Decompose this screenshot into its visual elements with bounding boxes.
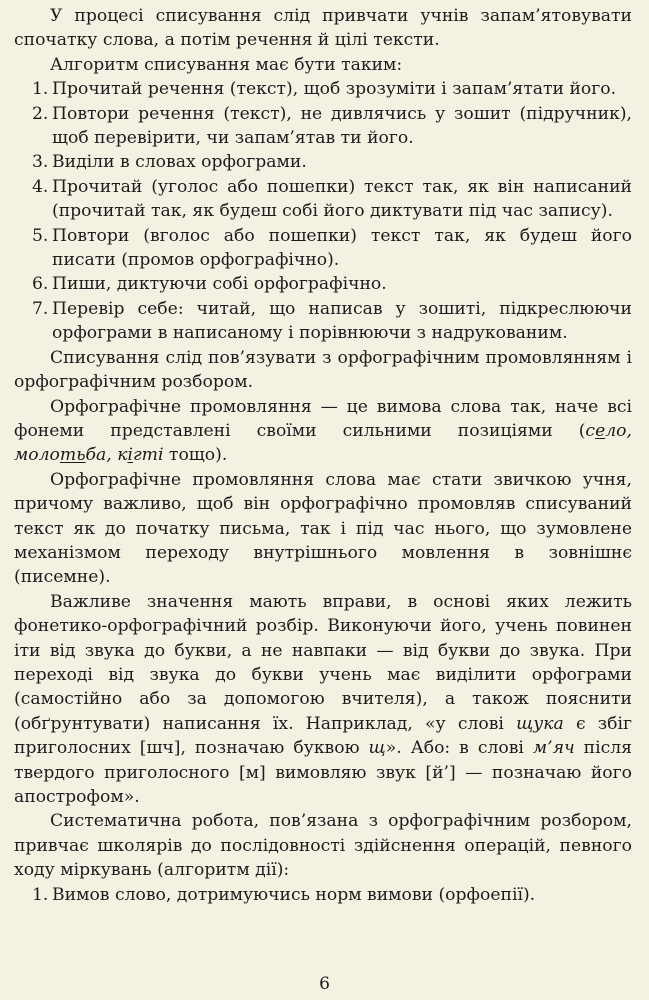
text-run: тощо). (163, 445, 228, 466)
list-item-text: Повтори речення (текст), не дивлячись у зошит (підручник), щоб перевірити, чи запам’ятав ти його. (52, 103, 632, 149)
list-item (14, 883, 632, 907)
list-item-number: 1. (32, 884, 49, 905)
list-item (14, 175, 632, 224)
analysis-algorithm-list (14, 883, 632, 907)
example-word-shchuka: щука (516, 713, 564, 734)
page-number: 6 (319, 974, 330, 994)
list-item (14, 297, 632, 346)
list-item (14, 224, 632, 273)
example-word-miach: м’яч (532, 738, 575, 759)
list-item-number: 6. (32, 274, 49, 295)
list-item (14, 102, 632, 151)
paragraph-link-to-pronunciation: Списування слід пов’язувати з орфографічним промовлянням і орфографічним розбором. (14, 347, 632, 393)
list-item-number: 1. (32, 79, 49, 100)
list-item-text: Перевір себе: читай, що написав у зошиті, підкреслюючи орфограми в написаному і порівнюючи з надрукованим. (52, 298, 632, 344)
list-item (14, 77, 632, 101)
list-item-text: Прочитай речення (текст), щоб зрозуміти і запам’ятати його. (52, 79, 617, 100)
copying-algorithm-list (14, 77, 632, 345)
list-item-text: Повтори (вголос або пошепки) текст так, як будеш його писати (промов орфографічно). (52, 225, 632, 271)
paragraph-orthographic-pronunciation (14, 395, 632, 468)
paragraph-copying-intro: У процесі списування слід привчати учнів запам’ятовувати спочатку слова, а потім речення й цілі тексти. (14, 6, 632, 51)
list-item-number: 7. (32, 298, 49, 319)
text-run: ». Або: в слові (385, 738, 533, 759)
list-item (14, 150, 632, 174)
paragraph-algorithm-heading: Алгоритм списування має бути таким: (50, 54, 403, 75)
text-run: після твердого приголосного [м] вимовляю звук [й’] — позначаю його апострофом». (14, 738, 633, 807)
paragraph-phonetic-analysis (14, 590, 632, 810)
list-item-text: Виділи в словах орфограми. (52, 152, 307, 173)
paragraph-habit: Орфографічне промовляння слова має стати звичкою учня, причому важливо, щоб він орфографічно промовляв списуваний текст як до початку письма, так і під час нього, що зумовлене механізмом переходу внутрішнього мовлення в зовнішнє (писемне). (14, 469, 632, 588)
list-item (14, 272, 632, 296)
list-item-text: Вимов слово, дотримуючись норм вимови (орфоепії). (52, 884, 536, 905)
list-item-text: Пиши, диктуючи собі орфографічно. (52, 274, 387, 295)
paragraph-systematic-work: Систематична робота, пов’язана з орфографічним розбором, привчає школярів до послідовності здійснення операцій, певного ходу міркувань (алгоритм дії): (14, 811, 632, 881)
text-run: є збіг приголосних [шч], позначаю буквою (14, 713, 633, 759)
example-word-kihti: кігті (117, 445, 164, 466)
underlined-letter: і (127, 445, 133, 466)
underlined-letter: е (595, 420, 606, 441)
list-item-number: 4. (32, 176, 49, 197)
example-letter-shch: щ (368, 738, 386, 759)
example-word-selo: село, (585, 420, 632, 441)
example-word-molotba: молотьба, (14, 445, 112, 466)
list-item-number: 3. (32, 152, 49, 173)
list-item-number: 2. (32, 103, 49, 124)
list-item-text: Прочитай (уголос або пошепки) текст так, як він написаний (прочитай так, як будеш собі його диктувати під час запису). (52, 176, 632, 222)
text-run: Важливе значення мають вправи, в основі яких лежить фонетико-орфографічний розбір. Виконуючи його, учень повинен іти від звука до букви, а не навпаки — від букви до звука. При переході від звука до букви учень має виділити орфограми (самостійно або за допомогою вчителя), а також пояснити (обґрунтувати) написання їх. Наприклад, «у слові (14, 591, 632, 734)
text-run: Орфографічне промовляння — це вимова слова так, наче всі фонеми представлені своїми сильними позиціями ( (14, 396, 632, 441)
underlined-letter: ть (59, 445, 86, 466)
list-item-number: 5. (32, 225, 49, 246)
